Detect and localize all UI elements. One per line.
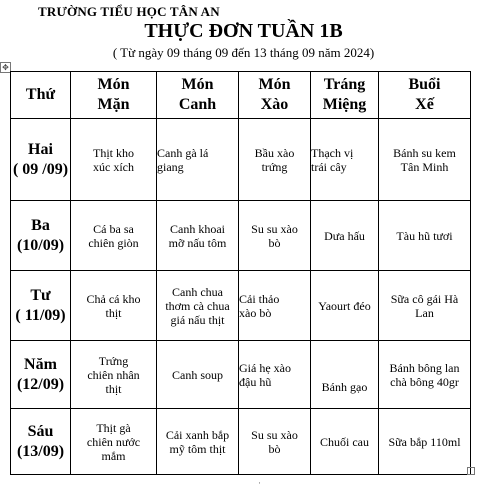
snack-cell: [379, 271, 471, 341]
main-dish-cell: [71, 119, 157, 201]
stir-fry-cell: [239, 119, 311, 201]
cell-line: Canh gà lá: [157, 145, 209, 160]
cell-line: Canh soup: [172, 367, 223, 382]
cell-line: chiên nhân: [87, 367, 140, 382]
cell-line: đậu hũ: [239, 374, 272, 389]
stir-fry-cell: [239, 271, 311, 341]
day-cell: [11, 341, 71, 409]
table-header-row: [11, 72, 471, 119]
day-name: Hai: [28, 140, 53, 158]
header-line: Món: [181, 76, 214, 93]
cell-line: Thịt gà: [96, 420, 131, 435]
page-title: THỰC ĐƠN TUẦN 1B: [144, 20, 343, 42]
header-day: [11, 72, 71, 119]
header-stir-fry: [239, 72, 311, 119]
cell-line: Su su xào: [251, 221, 298, 236]
cell-line: bò: [268, 235, 281, 250]
cell-line: giang: [157, 159, 184, 174]
soup-cell: [157, 201, 239, 271]
dessert-cell: [311, 341, 379, 409]
stir-fry-cell: [239, 409, 311, 475]
cell-line: Su su xào: [251, 427, 298, 442]
cell-line: trái cây: [311, 159, 347, 174]
main-dish-cell: [71, 201, 157, 271]
day-date: ( 11/09): [15, 306, 66, 324]
cell-line: trứng: [261, 159, 288, 174]
header-line: Mặn: [97, 96, 130, 113]
cell-line: Canh chua: [172, 284, 223, 299]
cell-line: Tàu hũ tươi: [396, 228, 453, 243]
soup-cell: [157, 271, 239, 341]
header-line: Thứ: [25, 86, 56, 103]
snack-cell: [379, 341, 471, 409]
main-dish-cell: [71, 271, 157, 341]
day-name: Tư: [30, 286, 51, 304]
cell-line: mắm: [101, 448, 126, 463]
day-date: (13/09): [16, 442, 65, 460]
soup-cell: [157, 409, 239, 475]
cell-line: mỡ nấu tôm: [168, 235, 227, 250]
snack-cell: [379, 119, 471, 201]
cell-line: Bánh bông lan: [389, 360, 460, 375]
cell-line: chiên giòn: [88, 235, 139, 250]
school-name: TRƯỜNG TIỂU HỌC TÂN AN: [38, 4, 220, 19]
table-row-monday: [11, 119, 471, 201]
day-cell: [11, 271, 71, 341]
stir-fry-cell: [239, 201, 311, 271]
main-dish-cell: [71, 341, 157, 409]
day-cell: [11, 201, 71, 271]
cell-line: Giá hẹ xào: [239, 360, 291, 375]
cell-line: Tân Minh: [400, 159, 449, 174]
cell-line: Canh khoai: [170, 221, 225, 236]
cell-line: giá nấu thịt: [170, 312, 225, 327]
cell-line: Bánh su kem: [393, 145, 456, 160]
table-row-tuesday: [11, 201, 471, 271]
header-line: Món: [258, 76, 291, 93]
cell-line: Chuối cau: [320, 434, 369, 449]
stir-fry-cell: [239, 341, 311, 409]
table-move-handle-icon[interactable]: ✥: [0, 62, 11, 73]
cell-line: thơm cà chua: [165, 298, 230, 313]
dessert-cell: [311, 201, 379, 271]
table-row-friday: [11, 409, 471, 475]
header-line: Xào: [260, 96, 289, 113]
header-line: Món: [97, 76, 130, 93]
day-name: Sáu: [27, 422, 54, 440]
cell-line: Bầu xào: [254, 145, 295, 160]
day-date: ( 09 /09): [12, 160, 69, 178]
cell-line: Sữa bắp 110ml: [388, 434, 461, 449]
cell-line: Sữa cô gái Hà: [390, 291, 459, 306]
cell-line: xúc xích: [93, 159, 134, 174]
cell-line: Cải xanh bắp: [165, 427, 230, 442]
day-date: (12/09): [16, 375, 65, 393]
cell-line: bò: [268, 441, 281, 456]
weekly-menu-table: [10, 71, 471, 475]
table-resize-handle-icon[interactable]: [467, 467, 475, 475]
cell-line: Cải thảo: [239, 291, 280, 306]
table-row-thursday: [11, 341, 471, 409]
table-row-wednesday: [11, 271, 471, 341]
cell-line: chà bông 40gr: [390, 374, 459, 389]
dessert-cell: [311, 409, 379, 475]
day-cell: [11, 119, 71, 201]
soup-cell: [157, 341, 239, 409]
header-line: Miệng: [322, 96, 367, 113]
date-range-subtitle: ( Từ ngày 09 tháng 09 đến 13 tháng 09 năm 2024): [112, 45, 375, 60]
cell-line: thịt: [105, 305, 122, 320]
cell-line: Cá ba sa: [93, 221, 134, 236]
header-line: Xế: [415, 96, 434, 113]
day-name: Ba: [31, 216, 50, 234]
cell-line: Yaourt đéo: [318, 298, 371, 313]
day-cell: [11, 409, 71, 475]
cell-line: Thịt kho: [93, 145, 134, 160]
day-name: Năm: [24, 355, 57, 373]
snack-cell: [379, 409, 471, 475]
dessert-cell: [311, 271, 379, 341]
main-dish-cell: [71, 409, 157, 475]
cell-line: xào bò: [239, 305, 272, 320]
header-line: Buổi: [408, 76, 441, 93]
header-line: Canh: [178, 96, 217, 113]
cell-line: Lan: [415, 305, 434, 320]
soup-cell: [157, 119, 239, 201]
header-snack: [379, 72, 471, 119]
snack-cell: [379, 201, 471, 271]
cell-line: Thạch vị: [311, 145, 354, 160]
cell-line: Dưa hấu: [324, 228, 365, 243]
header-main-dish: [71, 72, 157, 119]
dessert-cell: [311, 119, 379, 201]
header-line: Tráng: [323, 76, 366, 93]
cell-line: Bánh gạo: [321, 380, 368, 394]
cell-line: Trứng: [98, 353, 129, 368]
header-soup: [157, 72, 239, 119]
header-dessert: [311, 72, 379, 119]
day-date: (10/09): [16, 236, 65, 254]
paragraph-mark-icon: ·: [258, 478, 261, 488]
cell-line: thịt: [105, 381, 122, 396]
cell-line: Chả cá kho: [86, 291, 141, 306]
cell-line: chiên nước: [86, 434, 141, 449]
cell-line: mỹ tôm thịt: [169, 441, 226, 456]
